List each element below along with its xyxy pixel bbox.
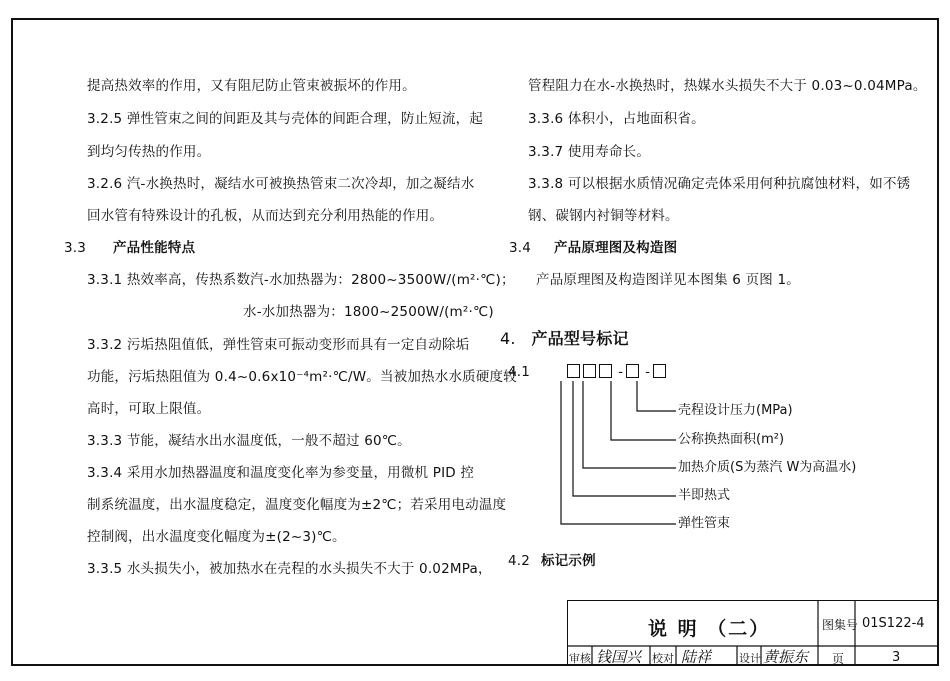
right-text-line-6: 产品原理图及构造图详见本图集 6 页图 1。 xyxy=(536,272,800,288)
section-4-1-number: 4.1 xyxy=(508,364,531,380)
section-3-3-number: 3.3 xyxy=(64,240,87,256)
atlas-number: 01S122-4 xyxy=(862,616,925,631)
left-text-line-3: 到均匀传热的作用。 xyxy=(87,144,211,160)
section-4-title: 产品型号标记 xyxy=(531,329,629,348)
right-text-line-2: 3.3.6 体积小，占地面积省。 xyxy=(528,111,705,127)
left-text-line-12: 3.3.4 采用水加热器温度和温度变化率为参变量，用微机 PID 控 xyxy=(87,465,475,481)
left-text-line-10: 高时，可取上限值。 xyxy=(87,401,211,417)
left-text-line-13: 制系统温度，出水温度稳定，温度变化幅度为±2℃；若采用电动温度 xyxy=(87,497,507,513)
page-label: 页 xyxy=(832,652,845,666)
drawing-title: 说 明 （二） xyxy=(648,618,771,640)
right-text-line-1: 管程阻力在水-水换热时，热媒水头损失不大于 0.03~0.04MPa。 xyxy=(528,78,927,94)
legend-pressure: 壳程设计压力(MPa) xyxy=(678,403,793,418)
atlas-number-label: 图集号 xyxy=(822,618,859,632)
right-text-line-4: 3.3.8 可以根据水质情况确定壳体采用何种抗腐蚀材料，如不锈 xyxy=(528,176,911,192)
section-4-2-number: 4.2 xyxy=(508,553,531,569)
check-signature: 陆祥 xyxy=(681,648,712,666)
design-label: 设计 xyxy=(739,652,761,665)
legend-area: 公称换热面积(m²) xyxy=(678,432,785,447)
left-text-line-1: 提高热效率的作用，又有阻尼防止管束被振坏的作用。 xyxy=(87,78,416,94)
review-signature: 钱国兴 xyxy=(596,648,642,666)
left-text-line-2: 3.2.5 弹性管束之间的间距及其与壳体的间距合理，防止短流，起 xyxy=(87,111,484,127)
section-3-4-number: 3.4 xyxy=(509,240,532,256)
left-text-line-14: 控制阀，出水温度变化幅度为±(2~3)℃。 xyxy=(87,529,346,545)
left-text-line-9: 功能，污垢热阻值为 0.4~0.6x10⁻⁴m²·℃/W。当被加热水水质硬度较 xyxy=(87,369,517,385)
left-text-line-11: 3.3.3 节能，凝结水出水温度低，一般不超过 60℃。 xyxy=(87,433,411,449)
left-text-line-8: 3.3.2 污垢热阻值低，弹性管束可振动变形而具有一定自动除垢 xyxy=(87,337,470,353)
left-text-line-15: 3.3.5 水头损失小，被加热水在壳程的水头损失不大于 0.02MPa， xyxy=(87,561,492,577)
left-text-line-6: 3.3.1 热效率高，传热系数汽-水加热器为：2800~3500W/(m²·℃)； xyxy=(87,272,515,288)
page-number: 3 xyxy=(892,650,901,665)
legend-medium: 加热介质(S为蒸汽 W为高温水) xyxy=(678,460,857,475)
left-text-line-5: 回水管有特殊设计的孔板，从而达到充分利用热能的作用。 xyxy=(87,208,444,224)
section-4-number: 4. xyxy=(500,329,516,348)
section-3-4-title: 产品原理图及构造图 xyxy=(553,240,678,256)
right-text-line-5: 钢、碳钢内衬铜等材料。 xyxy=(528,208,679,224)
right-text-line-3: 3.3.7 使用寿命长。 xyxy=(528,144,651,160)
section-3-3-title: 产品性能特点 xyxy=(112,240,196,256)
design-signature: 黄振东 xyxy=(763,648,809,666)
review-label: 审核 xyxy=(569,652,591,665)
legend-elastic-tube: 弹性管束 xyxy=(678,516,731,531)
code-dash-1: - xyxy=(618,364,624,380)
code-dash-2: - xyxy=(645,364,651,380)
check-label: 校对 xyxy=(652,652,674,665)
section-4-2-title: 标记示例 xyxy=(540,553,596,569)
legend-semi-instant: 半即热式 xyxy=(678,488,731,503)
left-text-line-4: 3.2.6 汽-水换热时，凝结水可被换热管束二次冷却，加之凝结水 xyxy=(87,176,475,192)
left-text-line-7: 水-水加热器为：1800~2500W/(m²·℃) xyxy=(243,304,494,320)
